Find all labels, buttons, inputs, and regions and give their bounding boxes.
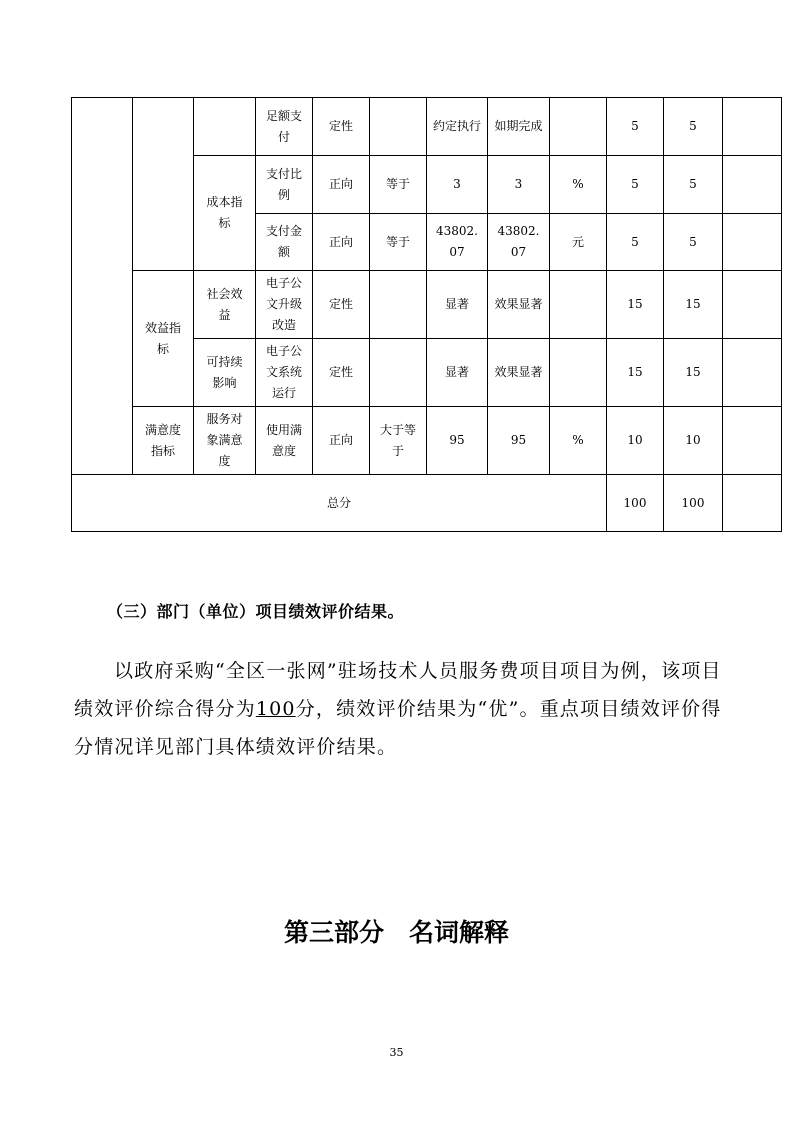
table-cell <box>550 98 607 156</box>
table-cell: 5 <box>664 156 723 214</box>
table-cell: 电子公文系统运行 <box>256 339 313 407</box>
table-cell: 5 <box>607 98 664 156</box>
table-cell: 满意度指标 <box>133 407 194 475</box>
paragraph-text-before: 以政府采购“全区一张网”驻场技术人员服务费项目项目为例，该项目绩效评价综合得分为 <box>74 660 722 720</box>
table-cell: 95 <box>488 407 550 475</box>
table-cell <box>370 98 427 156</box>
table-cell: 10 <box>664 407 723 475</box>
table-cell: 等于 <box>370 156 427 214</box>
table-cell: 成本指标 <box>194 156 256 271</box>
table-cell <box>194 98 256 156</box>
table-cell: 定性 <box>313 339 370 407</box>
table-cell <box>723 214 782 271</box>
table-cell <box>370 271 427 339</box>
table-cell: 正向 <box>313 214 370 271</box>
table-cell: 大于等于 <box>370 407 427 475</box>
table-cell <box>72 98 133 475</box>
table-cell: 100 <box>664 475 723 532</box>
table-cell: 15 <box>607 271 664 339</box>
table-cell: 效果显著 <box>488 339 550 407</box>
table-cell: 43802.07 <box>488 214 550 271</box>
table-cell: 定性 <box>313 271 370 339</box>
table-cell: 服务对象满意度 <box>194 407 256 475</box>
table-cell: 足额支付 <box>256 98 313 156</box>
table-cell <box>133 98 194 271</box>
table-cell <box>723 98 782 156</box>
table-cell: 5 <box>607 156 664 214</box>
table-cell: 元 <box>550 214 607 271</box>
performance-indicator-table <box>71 97 782 532</box>
table-cell: 效益指标 <box>133 271 194 407</box>
table-cell: 约定执行 <box>427 98 488 156</box>
table-cell: 15 <box>607 339 664 407</box>
table-cell <box>723 475 782 532</box>
table-cell: 15 <box>664 271 723 339</box>
page-number: 35 <box>389 1046 404 1059</box>
table-cell: 等于 <box>370 214 427 271</box>
table-cell: 支付金额 <box>256 214 313 271</box>
table-cell <box>370 339 427 407</box>
paragraph-text-after: 分，绩效评价结果为“优”。重点项目绩效评价得分情况详见部门具体绩效评价结果。 <box>74 698 722 758</box>
total-label: 总分 <box>72 475 607 532</box>
section-heading: （三）部门（单位）项目绩效评价结果。 <box>107 602 405 621</box>
table-cell: 社会效益 <box>194 271 256 339</box>
table-cell: 3 <box>488 156 550 214</box>
table-cell: 5 <box>664 214 723 271</box>
part-title: 第三部分 名词解释 <box>283 918 509 947</box>
table-cell <box>723 407 782 475</box>
table-cell: 3 <box>427 156 488 214</box>
table-cell: 5 <box>607 214 664 271</box>
table-cell <box>550 271 607 339</box>
score-value: 100 <box>255 698 296 720</box>
table-cell: 15 <box>664 339 723 407</box>
table-cell: 使用满意度 <box>256 407 313 475</box>
table-cell: 显著 <box>427 271 488 339</box>
table-cell <box>723 156 782 214</box>
table-row <box>72 271 782 339</box>
table-cell: 定性 <box>313 98 370 156</box>
table-cell: 如期完成 <box>488 98 550 156</box>
table-cell <box>723 271 782 339</box>
table-cell: 95 <box>427 407 488 475</box>
table-cell: % <box>550 407 607 475</box>
table-cell: 5 <box>664 98 723 156</box>
table-cell: 100 <box>607 475 664 532</box>
table-total-row <box>72 475 782 532</box>
table-cell: 支付比例 <box>256 156 313 214</box>
table-row <box>72 98 782 156</box>
table-cell <box>723 339 782 407</box>
table-cell: 43802.07 <box>427 214 488 271</box>
table-cell: 显著 <box>427 339 488 407</box>
table-cell: % <box>550 156 607 214</box>
table-cell: 电子公文升级改造 <box>256 271 313 339</box>
table-cell: 效果显著 <box>488 271 550 339</box>
table-row <box>72 407 782 475</box>
table-cell <box>550 339 607 407</box>
body-paragraph <box>74 652 722 766</box>
table-cell: 10 <box>607 407 664 475</box>
table-cell: 正向 <box>313 407 370 475</box>
table-cell: 正向 <box>313 156 370 214</box>
table-cell: 可持续影响 <box>194 339 256 407</box>
